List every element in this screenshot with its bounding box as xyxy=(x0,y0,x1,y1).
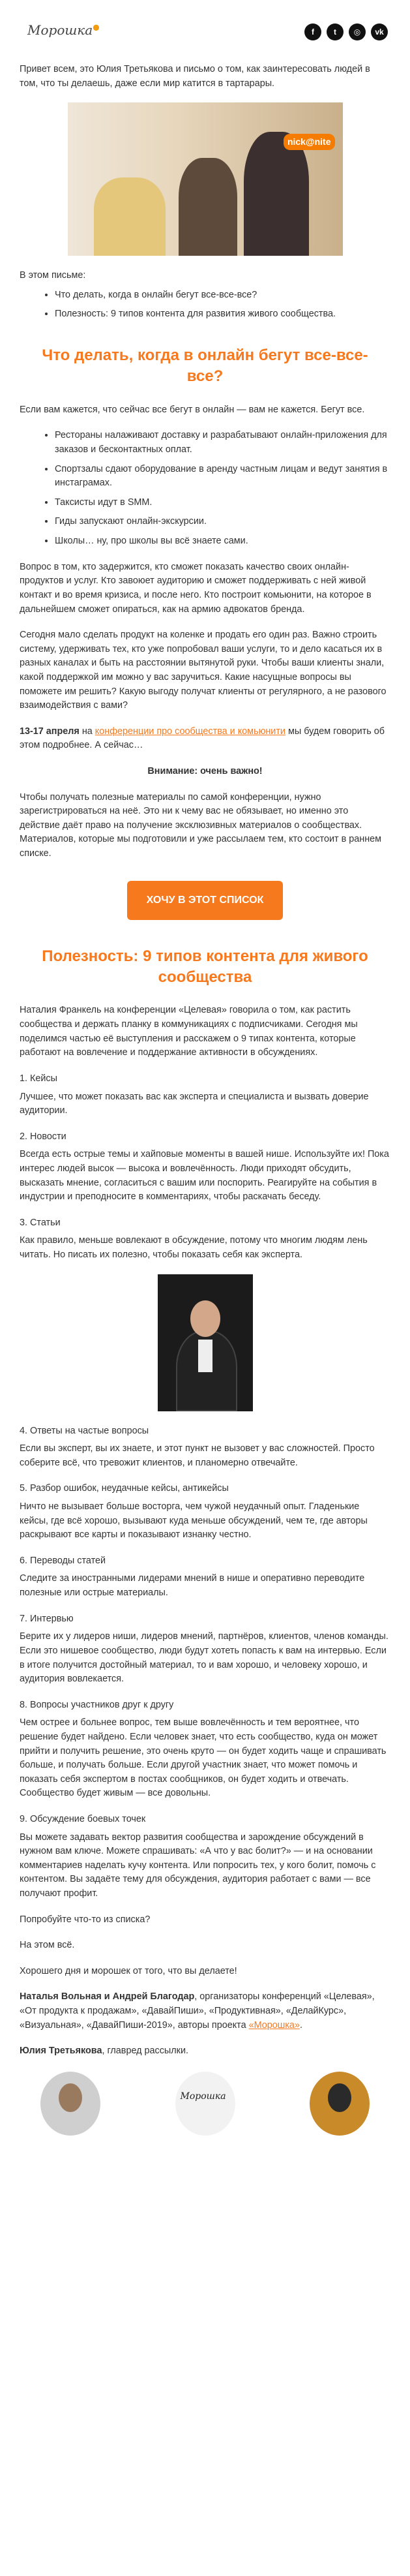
in-letter-label: В этом письме: xyxy=(20,270,86,281)
organizer-names: Наталья Вольная и Андрей Благодар xyxy=(20,1991,195,2002)
editor-name: Юлия Третьякова xyxy=(20,2046,102,2057)
section1-title: Что делать, когда в онлайн бегут все-все-все? xyxy=(42,346,368,386)
section1-p1: Если вам кажется, что сейчас все бегут в онлайн — вам не кажется. Бегут все. xyxy=(20,404,365,415)
conference-link[interactable]: конференции про сообщества и комьюнити xyxy=(95,726,286,737)
item-text: Лучшее, что может показать вас как эксперта и специалиста и вызвать доверие аудитории. xyxy=(20,1091,369,1116)
vk-icon[interactable]: vk xyxy=(371,23,388,40)
item-heading: 7. Интервью xyxy=(20,1613,74,1624)
logo-text: Морошка xyxy=(27,22,93,38)
email-content xyxy=(0,63,410,2059)
section2-outro: Попробуйте что-то из списка? xyxy=(20,1914,151,1925)
project-link[interactable]: «Морошка» xyxy=(248,2019,300,2031)
item-text: Ничто не вызывает больше восторга, чем чужой неудачный опыт. Гладенькие кейсы, где всё хорошо, вызывают куда меньше обсуждений, чем те, где авторы раскрывают все карты и показывают изнанку честно. xyxy=(20,1501,368,1541)
facebook-icon[interactable]: f xyxy=(304,23,321,40)
item-text: Вы можете задавать вектор развития сообщества и зарождение обсуждений в нужном вам ключе. Можете спрашивать: «А что у вас болит?» — и на основании комментариев наделать кучу контента. Или попросить тех, у кого болит, помочь с контентом. Вы задаёте тему для обсуждения, аудитория работает с вами — все получают профит. xyxy=(20,1832,376,1899)
item-heading: 6. Переводы статей xyxy=(20,1555,106,1566)
item-heading: 8. Вопросы участников друг к другу xyxy=(20,1699,174,1710)
item-heading: 5. Разбор ошибок, неудачные кейсы, антикейсы xyxy=(20,1483,229,1494)
attention-text: Внимание: очень важно! xyxy=(147,766,263,777)
toc-item: • Полезность: 9 типов контента для развития живого сообщества. xyxy=(55,307,390,322)
list-item: • Школы… ну, про школы вы всё знаете сами. xyxy=(55,534,390,549)
join-list-button[interactable]: ХОЧУ В ЭТОТ СПИСОК xyxy=(127,881,284,920)
list-item: • Гиды запускают онлайн-экскурсии. xyxy=(55,515,390,529)
toc-list xyxy=(20,288,390,322)
item-text: Чем острее и больнее вопрос, тем выше вовлечённость и тем вероятнее, что решение будет найдено. Если человек знает, что есть сообщество, куда он может прийти и получить решение, это очень круто — он будет ходить чаще и спрашивать больше, и получать больше. Если другой участник знает, что может помочь и показать себя экспертом в постах сообщников, он будет ходить и отвечать. Сообщество будет живым — все довольны. xyxy=(20,1717,387,1799)
instagram-icon[interactable]: ◎ xyxy=(349,23,366,40)
email-header xyxy=(0,0,410,63)
item-heading: 3. Статьи xyxy=(20,1217,61,1228)
section1-p2: Вопрос в том, кто задержится, кто сможет показать качество своих онлайн-продуктов и услуг. Кто завоюет аудиторию и сможет поддерживать с ней живой контакт и во время кризиса, и после него. Кто построит комьюнити, на которое в дальнейшем сможет опираться, как на армию адвокатов бренда. xyxy=(20,561,372,615)
conference-dates: 13-17 апреля xyxy=(20,726,80,737)
editor-photo xyxy=(310,2072,370,2136)
section1-list xyxy=(20,429,390,548)
item-heading: 2. Новости xyxy=(20,1131,66,1142)
section1-p4: 13-17 апреля на конференции про сообщества и комьюнити мы будем говорить об этом подробнее. А сейчас… xyxy=(20,726,385,751)
item-text: Если вы эксперт, вы их знаете, и этот пункт не вызовет у вас сложностей. Просто соберите всё, что тревожит клиентов, и планомерно отвечайте. xyxy=(20,1443,375,1468)
item-text: Всегда есть острые темы и хайповые моменты в вашей нише. Используйте их! Пока интерес людей высок — высока и вовлечённость. Люди приходят обсудить, высказать мнение, согласиться с вашим или поспорить. Реагируйте на события в индустрии и преподносите в комментариях, чтобы раскачать беседу. xyxy=(20,1149,389,1203)
signature: Наталья Вольная и Андрей Благодар, организаторы конференций «Целевая», «От продукта к продажам», «ДавайПиши», «Продуктивная», «ДелайКурс», «Визуальная», «ДавайПиши-2019», авторы проекта «Морошка». xyxy=(20,1991,375,2031)
article-illustration xyxy=(158,1274,253,1411)
item-text: Следите за иностранными лидерами мнений в нише и оперативно переводите полезные или острые материалы. xyxy=(20,1573,365,1599)
editor-signature: Юлия Третьякова, главред рассылки. xyxy=(20,2046,188,2057)
footer-photos xyxy=(0,2072,410,2136)
item-heading: 9. Обсуждение боевых точек xyxy=(20,1814,146,1824)
item-text: Как правило, меньше вовлекают в обсуждение, потому что многим людям лень читать. Но писать их полезно, чтобы показать себя как эксперта. xyxy=(20,1235,368,1260)
bye-text: На этом всё. xyxy=(20,1940,75,1951)
item-heading: 4. Ответы на частые вопросы xyxy=(20,1425,149,1436)
cta-wrap xyxy=(20,881,390,920)
twitter-icon[interactable]: t xyxy=(327,23,344,40)
section2-intro: Наталия Франкель на конференции «Целевая» говорила о том, как растить сообщества и держать планку в коммуникациях с подписчиками. Сегодня мы поделимся частью её выступления и расскажем о 9 типах контента, которые работают на вовлечение и поддержание активности в обсуждениях. xyxy=(20,1005,358,1058)
bye-text: Хорошего дня и морошек от того, что вы делаете! xyxy=(20,1965,237,1976)
list-item: • Таксисты идут в SMM. xyxy=(55,496,390,510)
section1-p5: Чтобы получать полезные материалы по самой конференции, нужно зарегистрироваться на неё. Это ни к чему вас не обязывает, но именно это действие даёт право на получение эксклюзивных материалов о сообществах. Материалов, которые мы подготовили и уже рассылаем тем, кто состоит в раннем списке. xyxy=(20,791,382,859)
social-links xyxy=(304,23,388,40)
channel-logo: nick@nite xyxy=(284,134,335,150)
hero-image xyxy=(68,102,343,256)
author-photo xyxy=(40,2072,100,2136)
item-text: Берите их у лидеров ниши, лидеров мнений, партнёров, клиентов, членов команды. Если это нишевое сообщество, люди будут хотеть попасть к вам на интервью. Если в итоге получится достойный материал, то и вам хорошо, и человеку хорошо, и аудитория вовлекается. xyxy=(20,1631,388,1685)
list-item: • Спортзалы сдают оборудование в аренду частным лицам и ведут занятия в инстаграмах. xyxy=(55,463,390,491)
section2-title: Полезность: 9 типов контента для живого сообщества xyxy=(42,947,368,987)
section1-p3: Сегодня мало сделать продукт на коленке и продать его один раз. Важно строить систему, удерживать тех, кто уже попробовал ваши услуги, то и дело касаться их в разных каналах и быть на расстоянии вытянутой руки. Чтобы ваши клиенты знали, какой поддержкой им можно у вас заручиться. Какие насущные вопросы вы поможете им решить? Какую выгоду получат клиенты от регулярного, а не разового взаимодействия с вами? xyxy=(20,630,387,711)
item-heading: 1. Кейсы xyxy=(20,1073,57,1084)
brand-logo[interactable]: Морошка● xyxy=(27,22,100,38)
greeting-text: Привет всем, это Юлия Третьякова и письмо о том, как заинтересовать людей в том, что ты делаешь, даже если мир катится в тартарары. xyxy=(20,64,370,89)
toc-item: • Что делать, когда в онлайн бегут все-все-все? xyxy=(55,288,390,303)
brand-stamp: Морошка xyxy=(175,2072,235,2136)
list-item: • Рестораны налаживают доставку и разрабатывают онлайн-приложения для заказов и бесконтактных оплат. xyxy=(55,429,390,457)
